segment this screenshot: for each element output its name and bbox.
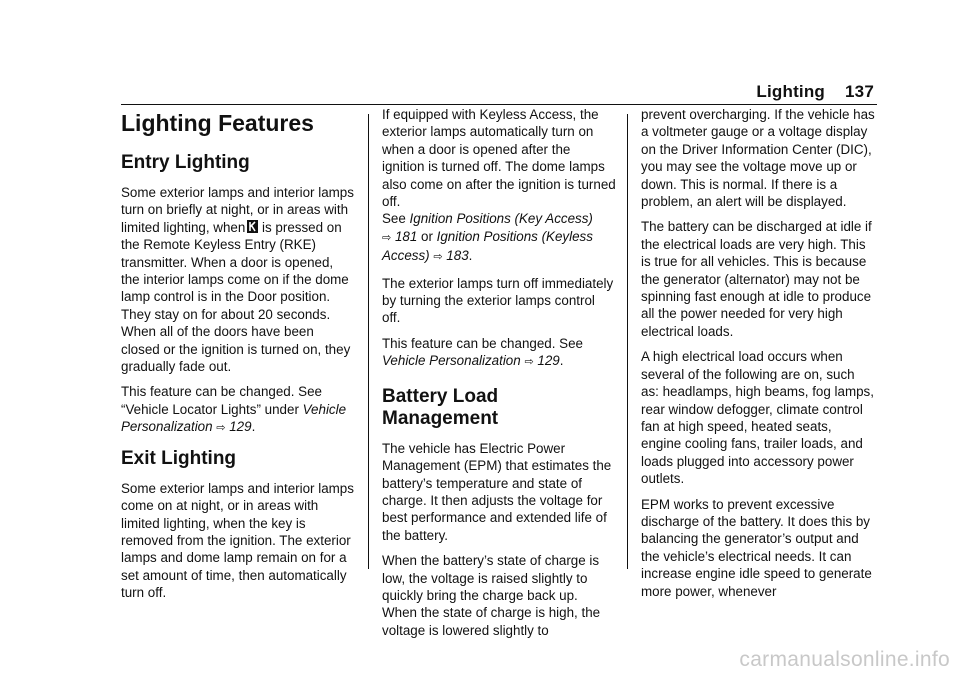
column-3: [641, 106, 875, 608]
page-ref[interactable]: 181: [391, 228, 418, 244]
text: .: [559, 353, 564, 369]
header-section: Lighting: [756, 82, 826, 101]
entry-lighting-see-also: [121, 383, 355, 437]
entry-lighting-paragraph: [121, 184, 355, 375]
text: If equipped with Keyless Access, the exterior lamps automatically turn on when a door is opened after the ignition is turned off. The dome lamps also come on after the ignition is turned off.: [382, 107, 616, 210]
column-2: [382, 106, 616, 647]
exit-lighting-paragraph: Some exterior lamps and interior lamps come on at night, or in areas with limited lighting, when the key is removed from the ignition. The exterior lamps and dome lamp remain on for a set amount of time, then automatically turn off.: [121, 480, 354, 601]
text: This feature can be changed. See “Vehicle Locator Lights” under: [121, 384, 322, 417]
link-ignition-key-access[interactable]: Ignition Positions (Key Access): [409, 211, 593, 227]
heading-entry-lighting: Entry Lighting: [121, 152, 250, 173]
text: .: [468, 248, 473, 264]
lamps-off-paragraph: The exterior lamps turn off immediately by turning the exterior lamps control off.: [382, 275, 614, 326]
page-number: 137: [845, 82, 874, 101]
link-ignition-keyless-access[interactable]: Ignition Positions (Keyless Access): [382, 228, 593, 264]
section-title: Lighting Features: [121, 110, 314, 136]
text: This feature can be changed. See: [382, 335, 583, 351]
column-1: [121, 110, 355, 610]
column-divider: [368, 114, 369, 569]
heading-battery-load-management: Battery Load Management: [382, 385, 499, 429]
epm-works-paragraph: EPM works to prevent excessive discharge of the battery. It does this by balancing the generator’s output and the vehicle’s electrical needs. It can increase engine idle speed to generate more power, whenever: [641, 496, 872, 599]
header-rule: [121, 104, 877, 105]
link-vehicle-personalization[interactable]: Vehicle Personalization: [121, 401, 347, 435]
key-fob-unlock-icon: [247, 220, 258, 233]
link-vehicle-personalization[interactable]: Vehicle Personalization: [382, 353, 521, 369]
page-ref[interactable]: 183: [442, 248, 469, 264]
overcharging-paragraph: prevent overcharging. If the vehicle has a voltmeter gauge or a voltage display on the Driver Information Center (DIC), you may see the voltage move up or down. This is normal. If there is a problem, an alert will be displayed.: [641, 107, 875, 210]
keyless-access-paragraph: [382, 106, 616, 267]
text: or: [417, 228, 437, 244]
feature-change-paragraph: [382, 335, 616, 372]
epm-paragraph: The vehicle has Electric Power Management (EPM) that estimates the battery’s temperature and state of charge. It then adjusts the voltage for best performance and extended life of the battery.: [382, 440, 612, 543]
page-ref[interactable]: 129: [225, 419, 252, 435]
text: See: [382, 211, 410, 227]
column-divider: [627, 114, 628, 569]
discharge-idle-paragraph: The battery can be discharged at idle if the electrical loads are very high. This is true for all vehicles. This is because the generator (alternator) may not be spinning fast enough at idle to produce all the power needed for very high electrical loads.: [641, 219, 872, 339]
page-ref-arrow-icon: ⇨: [382, 231, 392, 244]
running-header: [756, 82, 874, 102]
page-ref[interactable]: 129: [533, 353, 560, 369]
text: .: [251, 419, 256, 435]
heading-exit-lighting: Exit Lighting: [121, 447, 237, 469]
high-load-paragraph: A high electrical load occurs when several of the following are on, such as: headlamps, high beams, fog lamps, rear window defogger, climate control fan at high speed, heated seats, engine cooling fans, trailer loads, and loads plugged into accessory power outlets.: [641, 349, 874, 487]
page-ref-arrow-icon: ⇨: [216, 422, 226, 435]
text: Some exterior lamps and interior lamps turn on briefly at night, or in areas with limited lighting, when: [121, 185, 354, 235]
state-of-charge-paragraph: When the battery’s state of charge is low, the voltage is raised slightly to quickly bring the charge back up. When the state of charge is high, the voltage is lowered slightly to: [382, 553, 601, 638]
text: is pressed on the Remote Keyless Entry (RKE) transmitter. When a door is opened, the interior lamps come on if the dome lamp control is in the Door position. They stay on for about 20 seconds. When all of the doors have been closed or the ignition is turned on, they gradually fade out.: [121, 219, 351, 375]
page-ref-arrow-icon: ⇨: [524, 356, 534, 369]
page-ref-arrow-icon: ⇨: [433, 251, 443, 264]
watermark: carmanualsonline.info: [739, 648, 950, 671]
